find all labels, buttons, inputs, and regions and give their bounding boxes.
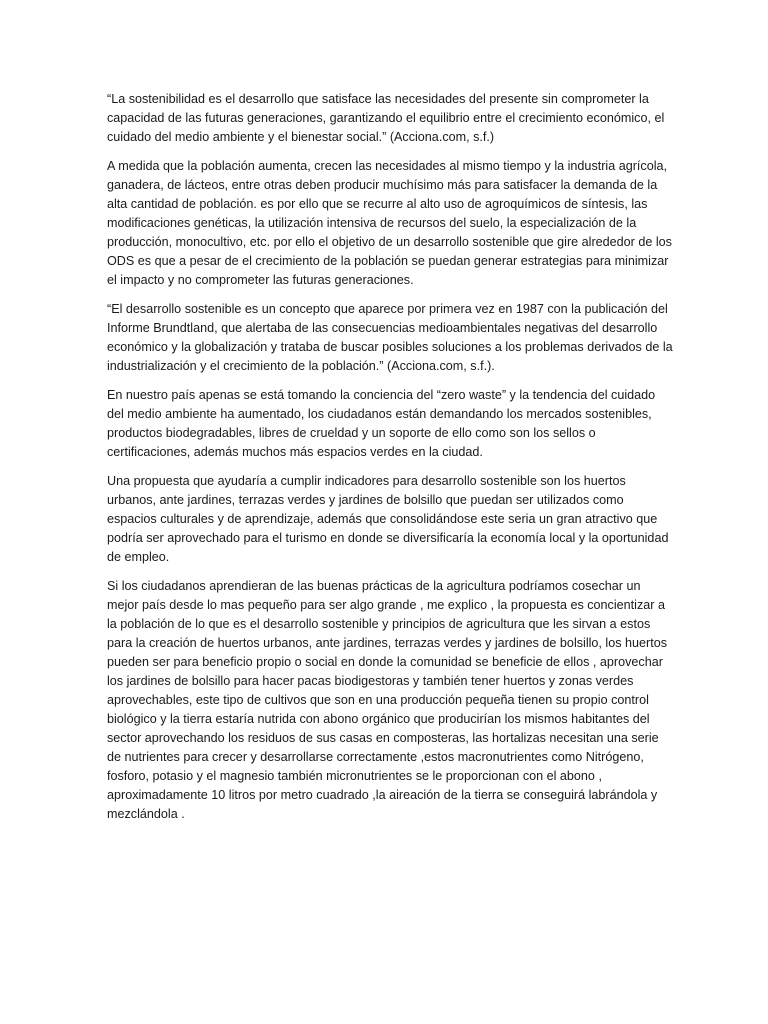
- paragraph-sustainability-quote: “La sostenibilidad es el desarrollo que satisface las necesidades del presente sin comprometer la capacidad de las futuras generaciones, garantizando el equilibrio entre el crecimiento económico, el cuidado del medio ambiente y el bienestar social.” (Acciona.com, s.f.): [107, 92, 665, 144]
- paragraph-urban-gardens-proposal: Una propuesta que ayudaría a cumplir indicadores para desarrollo sostenible son los huertos urbanos, ante jardines, terrazas verdes y jardines de bolsillo que puedan ser utilizados como espacios culturales y de aprendizaje, además que consolidándose este seria un gran atractivo que podría ser aprovechado para el turismo en donde se diversificaría la economía local y la oportunidad de empleo.: [107, 474, 669, 564]
- paragraph-brundtland-quote: “El desarrollo sostenible es un concepto que aparece por primera vez en 1987 con la publicación del Informe Brundtland, que alertaba de las consecuencias medioambientales negativas del desarrollo económico y la globalización y trataba de buscar posibles soluciones a los problemas derivados de la industrialización y el crecimiento de la población.” (Acciona.com, s.f.).: [107, 302, 673, 373]
- paragraph-zero-waste: En nuestro país apenas se está tomando la conciencia del “zero waste” y la tendencia del cuidado del medio ambiente ha aumentado, los ciudadanos están demandando los mercados sostenibles, productos biodegradables, libres de crueldad y un soporte de ello como son los sellos o certificaciones, además muchos más espacios verdes en la ciudad.: [107, 388, 656, 459]
- paragraph-population-growth: A medida que la población aumenta, crecen las necesidades al mismo tiempo y la industria agrícola, ganadera, de lácteos, entre otras deben producir muchísimo más para satisfacer la demanda de la alta cantidad de población. es por ello que se recurre al alto uso de agroquímicos de síntesis, las modificaciones genéticas, la utilización intensiva de recursos del suelo, la especialización de la producción, monocultivo, etc. por ello el objetivo de un desarrollo sostenible que gire alrededor de los ODS es que a pesar de el crecimiento de la población se puedan generar estrategias para minimizar el impacto y no comprometer las futuras generaciones.: [107, 159, 672, 287]
- paragraph-agriculture-practices: Si los ciudadanos aprendieran de las buenas prácticas de la agricultura podríamos cosechar un mejor país desde lo mas pequeño para ser algo grande , me explico , la propuesta es concientizar a la población de lo que es el desarrollo sostenible y principios de agricultura que les sirvan a estos para la creación de huertos urbanos, ante jardines, terrazas verdes y jardines de bolsillo, los huertos pueden ser para beneficio propio o social en donde la comunidad se beneficie de ellos , aprovechar los jardines de bolsillo para hacer pacas biodigestoras y también tener huertos y zonas verdes aprovechables, este tipo de cultivos que son en una producción pequeña tienen su propio control biológico y la tierra estaría nutrida con abono orgánico que producirían los mismos habitantes del sector aprovechando los residuos de sus casas en composteras, las hortalizas necesitan una serie de nutrientes para crecer y desarrollarse correctamente ,estos macronutrientes como Nitrógeno, fosforo, potasio y el magnesio también micronutrientes se le proporcionan con el abono , aproximadamente 10 litros por metro cuadrado ,la aireación de la tierra se conseguirá labrándola y mezclándola .: [107, 579, 668, 821]
- document-body: [107, 90, 673, 834]
